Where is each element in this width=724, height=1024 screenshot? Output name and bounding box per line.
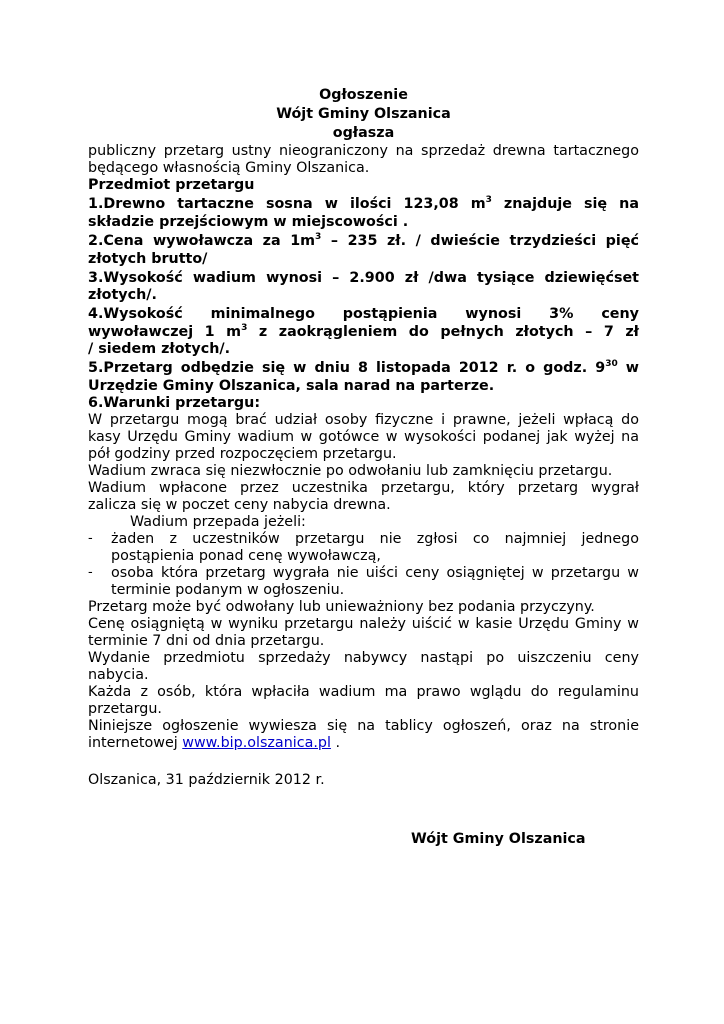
paragraph-line: nabycia. [88, 667, 149, 683]
item-4-line-3: / siedem złotych/. [88, 341, 231, 357]
paragraph-line: Cenę osiągniętą w wyniku przetargu należy uiścić w kasie Urzędu Gminy w [88, 616, 639, 632]
link-suffix: . [330, 735, 341, 751]
item-3-line-2: złotych/. [88, 287, 157, 303]
list-item-line: postąpienia ponad cenę wywoławczą, [111, 548, 381, 564]
intro-line-2: będącego własnością Gminy Olszanica. [88, 160, 370, 176]
paragraph-participation [88, 412, 639, 463]
paragraph-line: terminie 7 dni od dnia przetargu. [88, 633, 325, 649]
paragraph-cancellation: Przetarg może być odwołany lub unieważniony bez podania przyczyny. [88, 599, 595, 615]
bullet-dash: - [88, 565, 93, 580]
item-3-line-1: 3.Wysokość wadium wynosi – 2.900 zł /dwa tysiące dziewięćset [88, 270, 639, 286]
signature: Wójt Gminy Olszanica [411, 831, 586, 847]
authority-name: Wójt Gminy Olszanica [276, 106, 451, 122]
paragraph-refund: Wadium zwraca się niezwłocznie po odwołaniu lub zamknięciu przetargu. [88, 463, 613, 479]
paragraph-line: przetargu. [88, 701, 162, 717]
bullet-dash: - [88, 531, 93, 546]
item-5-line-2: Urzędzie Gminy Olszanica, sala narad na parterze. [88, 378, 495, 394]
paragraph-deposit-credit [88, 480, 639, 514]
link-prefix: internetowej [88, 735, 183, 751]
paragraph-regulations [88, 684, 639, 718]
paragraph-line: W przetargu mogą brać udział osoby fizyczne i prawne, jeżeli wpłacą do [88, 412, 639, 428]
bip-website-link[interactable]: www.bip.olszanica.pl [182, 735, 331, 751]
item-2-line-1: 2.Cena wywoławcza za $1m^3 - 235$ zł. / dwieście trzydzieści pięć [88, 232, 639, 249]
place-date: Olszanica, 31 październik 2012 r. [88, 772, 325, 788]
document-body [88, 86, 639, 789]
conditions-heading: 6.Warunki przetargu: [88, 395, 261, 411]
spacer [88, 752, 639, 769]
paragraph-release [88, 650, 639, 684]
announces-label: ogłasza [332, 125, 395, 141]
paragraph-payment [88, 616, 639, 650]
paragraph-line: Niniejsze ogłoszenie wywiesza się na tablicy ogłoszeń, oraz na stronie [88, 718, 639, 734]
item-2-line-2: złotych brutto/ [88, 251, 208, 267]
paragraph-line: kasy Urzędu Gminy wadium w gotówce w wysokości podanej jak wyżej na [88, 429, 639, 445]
paragraph-line: Wadium wpłacone przez uczestnika przetargu, który przetarg wygrał [88, 480, 639, 496]
item-4-line-1: 4.Wysokość minimalnego postąpienia wynosi 3% ceny [88, 306, 639, 322]
document-title: Ogłoszenie [319, 87, 408, 103]
subject-heading: Przedmiot przetargu [88, 177, 255, 193]
paragraph-line: Każda z osób, która wpłaciła wadium ma prawo wglądu do regulaminu [88, 684, 639, 700]
item-5-line-1: 5.Przetarg odbędzie się w dniu 8 listopada 2012 r. o godz. $9^{30}$ w [88, 359, 640, 376]
item-1-line-1: 1.Drewno tartaczne sosna w ilości 123,08 $m^3$ znajduje się na [88, 195, 639, 212]
intro-line-1: publiczny przetarg ustny nieograniczony na sprzedaż drewna tartacznego [88, 143, 639, 159]
paragraph-line: zalicza się w poczet ceny nabycia drewna. [88, 497, 391, 513]
list-item-line: żaden z uczestników przetargu nie zgłosi co najmniej jednego [111, 531, 639, 547]
list-item-line: terminie podanym w ogłoszeniu. [111, 582, 345, 598]
list-item-line: osoba która przetarg wygrała nie uiści ceny osiągniętej w przetargu w [111, 565, 639, 581]
paragraph-line: pół godziny przed rozpoczęciem przetargu. [88, 446, 397, 462]
list-item [88, 565, 639, 599]
paragraph-line: Wydanie przedmiotu sprzedaży nabywcy nastąpi po uiszczeniu ceny [88, 650, 639, 666]
list-item [88, 531, 639, 565]
item-4-line-2: wywoławczej 1 $m^3$ z zaokrągleniem do pełnych złotych – 7 zł [88, 323, 639, 340]
paragraph-publication [88, 718, 639, 752]
item-1-line-2: składzie przejściowym w miejscowości . [88, 214, 409, 230]
forfeit-intro: Wadium przepada jeżeli: [130, 514, 306, 530]
paragraph-line [88, 735, 639, 752]
